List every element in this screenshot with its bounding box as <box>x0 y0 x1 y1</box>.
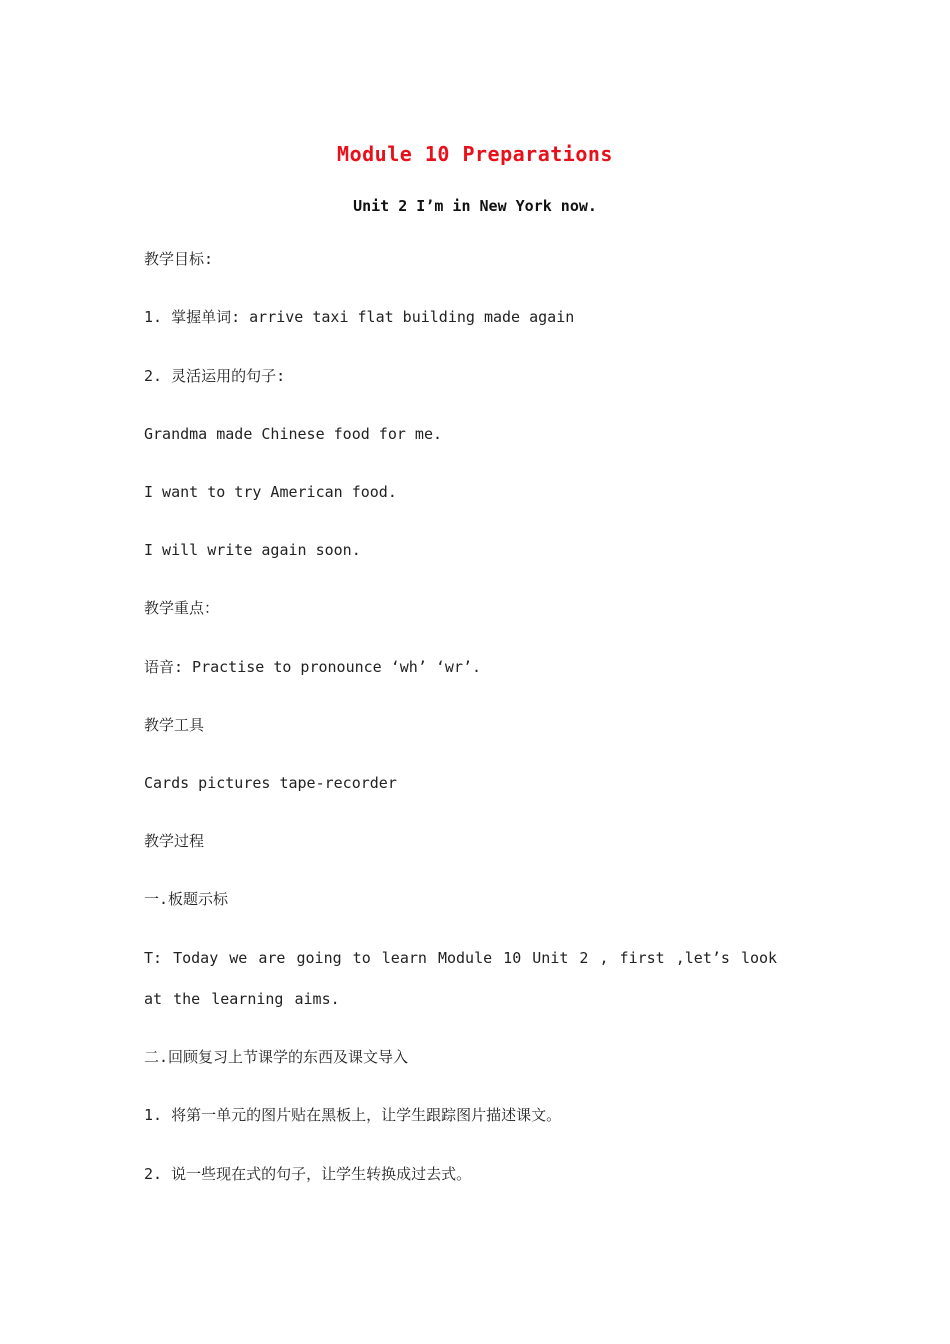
section-heading-key-points: 教学重点： <box>144 599 220 617</box>
document-subtitle: Unit 2 I’m in New York now. <box>353 197 597 215</box>
process-step-1-heading: 一.板题示标 <box>144 890 229 908</box>
review-item-2: 2. 说一些现在式的句子，让学生转换成过去式。 <box>144 1165 472 1183</box>
section-heading-objectives: 教学目标: <box>144 250 214 268</box>
teacher-intro-paragraph: T: Today we are going to learn Module 10 Unit 2 , first ,let’s look at the learning aims. <box>144 949 778 1008</box>
section-heading-process: 教学过程 <box>144 832 205 850</box>
process-step-2-heading: 二.回顾复习上节课学的东西及课文导入 <box>144 1048 409 1066</box>
objective-item-2: 2. 灵活运用的句子: <box>144 367 286 385</box>
sentence-example-1: Grandma made Chinese food for me. <box>144 425 443 443</box>
objective-item-1: 1. 掌握单词: arrive taxi flat building made again <box>144 308 575 326</box>
sentence-example-3: I will write again soon. <box>144 541 361 559</box>
review-item-1: 1. 将第一单元的图片贴在黑板上，让学生跟踪图片描述课文。 <box>144 1106 562 1124</box>
section-heading-tools: 教学工具 <box>144 716 205 734</box>
sentence-example-2: I want to try American food. <box>144 483 397 501</box>
key-point-phonics: 语音: Practise to pronounce ‘wh’ ‘wr’. <box>144 658 482 676</box>
document-title: Module 10 Preparations <box>337 142 613 166</box>
tools-list: Cards pictures tape-recorder <box>144 774 397 792</box>
